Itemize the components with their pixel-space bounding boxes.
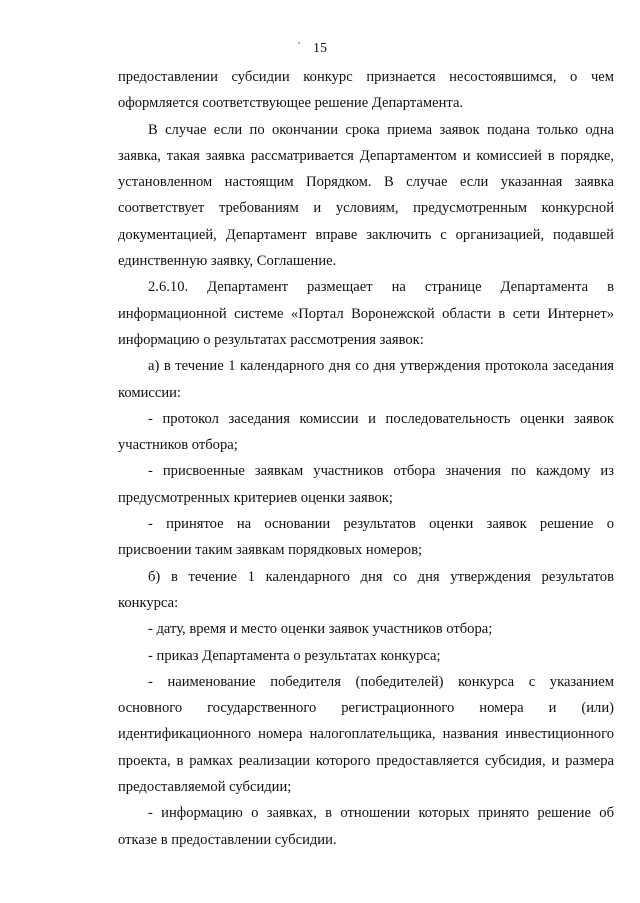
paragraph-single-application: В случае если по окончании срока приема заявок подана только одна заявка, такая заявка рассматривается Департаментом и комиссией в порядке, установленном настоящим Порядком. В случае если указанная заявка соответствует требованиям и условиям, предусмотренным конкурсной документацией, Департамент вправе заключить с организацией, подавшей единственную заявку, Соглашение. [118,121,614,270]
document-body [118,64,614,853]
paragraph-item-a: а) в течение 1 календарного дня со дня утверждения протокола заседания комиссии: [118,358,614,401]
paragraph-item-b-dash-1: - дату, время и место оценки заявок участников отбора; [148,621,493,638]
paragraph-item-a-dash-1: - протокол заседания комиссии и последовательность оценки заявок участников отбора; [118,410,614,454]
page-number: 15 [313,41,327,56]
paragraph-2-6-10: 2.6.10. Департамент размещает на странице Департамента в информационной системе «Портал Воронежской области в сети Интернет» информацию о результатах рассмотрения заявок: [118,279,614,348]
paragraph-item-b-dash-2: - приказ Департамента о результатах конкурса; [148,647,441,664]
paragraph-item-a-dash-3: - принятое на основании результатов оценки заявок решение о присвоении таким заявкам порядковых номеров; [118,516,614,559]
paragraph-item-b: б) в течение 1 календарного дня со дня утверждения результатов конкурса: [118,568,614,611]
paragraph-item-b-dash-3: - наименование победителя (победителей) конкурса с указанием основного государственного регистрационного номера и (или) идентификационного номера налогоплательщика, названия инвестиционного проекта, в рамках реализации которого предоставляется субсидия, и размера предоставляемой субсидии; [118,673,614,796]
paragraph-continuation: предоставлении субсидии конкурс признается несостоявшимся, о чем оформляется соответствующее решение Департамента. [118,69,614,112]
paragraph-item-a-dash-2: - присвоенные заявкам участников отбора значения по каждому из предусмотренных критериев оценки заявок; [118,463,614,506]
paragraph-item-b-dash-4: - информацию о заявках, в отношении которых принято решение об отказе в предоставлении субсидии. [118,805,614,848]
